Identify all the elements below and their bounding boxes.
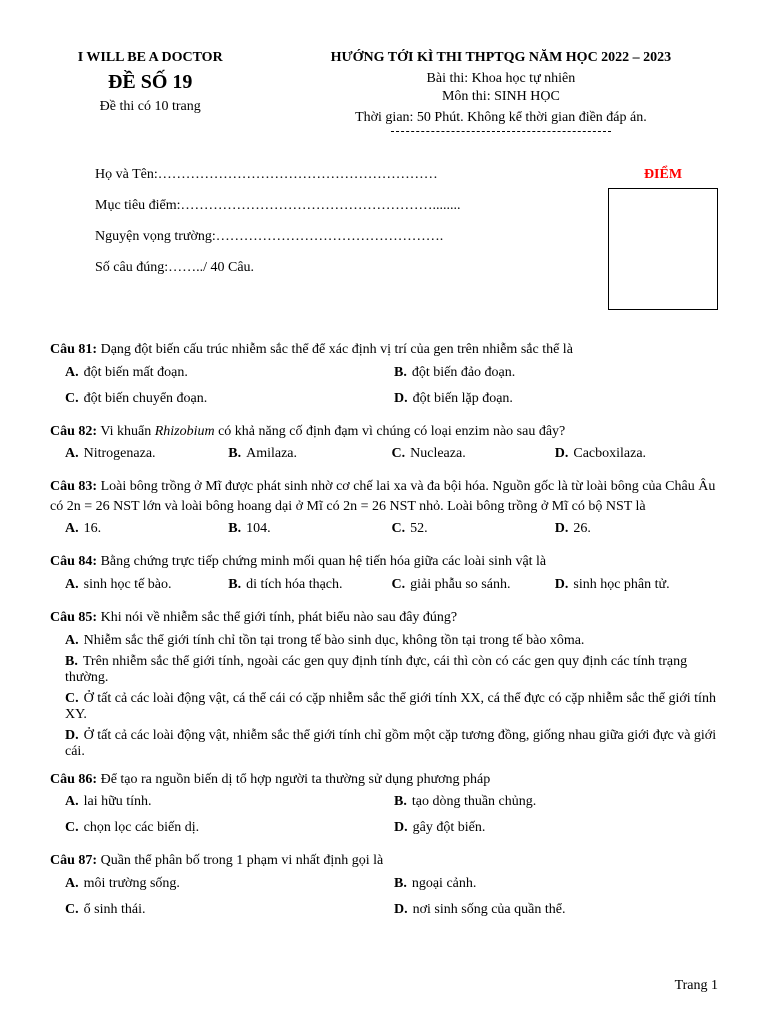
subject-area: Bài thi: Khoa học tự nhiên	[426, 71, 576, 86]
target-score-field[interactable]: Mục tiêu điểm:………………………………………………........	[95, 198, 461, 213]
question-81: Câu 81: Dạng đột biến cấu trúc nhiễm sắc thể để xác định vị trí của gen trên nhiễm sắc thể là A. đột biến mất đoạn. B. đột biến đảo đoạn. C. đột biến chuyển đoạn. D. đột biến lặp đoạn.	[50, 342, 573, 406]
question-87: Câu 87: Quần thể phân bố trong 1 phạm vi nhất định gọi là A. môi trường sống. B. ngoại cảnh. C. ổ sinh thái. D. nơi sinh sống của quần thể.	[50, 853, 566, 917]
question-85: Câu 85: Khi nói về nhiễm sắc thể giới tính, phát biểu nào sau đây đúng? A. Nhiễm sắc thể giới tính chỉ tồn tại trong tế bào sinh dục, không tồn tại trong tế bào xôma. B. Trên nhiễm sắc thể giới tính, ngoài các gen quy định tính đực, cái thì còn có các gen quy định các tính trạng thường. C. Ở tất cả các loài động vật, cá thể cái có cặp nhiễm sắc thể giới tính XX, cá thể đực có cặp nhiễm sắc thể giới tính XY. D. Ở tất cả các loài động vật, nhiễm sắc thể giới tính chỉ gồm một cặp tương đồng, giống nhau giữa giới đực và giới cái.	[50, 609, 717, 759]
name-field[interactable]: Họ và Tên:……………………………………………………	[95, 167, 438, 182]
page-count: Đề thi có 10 trang	[99, 99, 201, 114]
org-name: I WILL BE A DOCTOR	[77, 50, 223, 65]
student-info-section	[50, 167, 718, 310]
question-83: Câu 83: Loài bông trồng ở Mĩ được phát sinh nhờ cơ chế lai xa và đa bội hóa. Nguồn gốc là từ loài bông của Châu Âu có 2n = 26 NST lớn và loài bông hoang dại ở Mĩ có 2n = 26 NST nhỏ. Loài bông trồng ở Mĩ có bộ NST là A. 16. B. 104. C. 52. D. 26.	[50, 479, 716, 537]
question-86: Câu 86: Để tạo ra nguồn biến dị tổ hợp người ta thường sử dụng phương pháp A. lai hữu tính. B. tạo dòng thuần chủng. C. chọn lọc các biến dị. D. gây đột biến.	[50, 771, 537, 836]
exam-title: HƯỚNG TỚI KÌ THI THPTQG NĂM HỌC 2022 – 2023	[330, 50, 672, 65]
subject-name: Môn thi: SINH HỌC	[441, 89, 560, 104]
header-divider	[391, 131, 611, 132]
header-section	[50, 50, 718, 137]
question-82: Câu 82: Vi khuẩn Rhizobium có khả năng cố định đạm vì chúng có loại enzim nào sau đây? A. Nitrogenaza. B. Amilaza. C. Nucleaza. D. Cacboxilaza.	[50, 423, 647, 462]
correct-answers-field[interactable]: Số câu đúng:……../ 40 Câu.	[95, 260, 255, 275]
score-label: ĐIỂM	[643, 167, 683, 182]
school-choice-field[interactable]: Nguyện vọng trường:………………………………………….	[95, 229, 444, 244]
question-84: Câu 84: Bằng chứng trực tiếp chứng minh mối quan hệ tiến hóa giữa các loài sinh vật là A. sinh học tế bào. B. di tích hóa thạch. C. giải phẫu so sánh. D. sinh học phân tử.	[50, 554, 670, 592]
exam-number: ĐỀ SỐ 19	[107, 71, 193, 93]
score-box[interactable]	[608, 188, 718, 310]
page-footer: Trang 1	[674, 978, 718, 993]
exam-time: Thời gian: 50 Phút. Không kể thời gian điền đáp án.	[355, 110, 647, 125]
